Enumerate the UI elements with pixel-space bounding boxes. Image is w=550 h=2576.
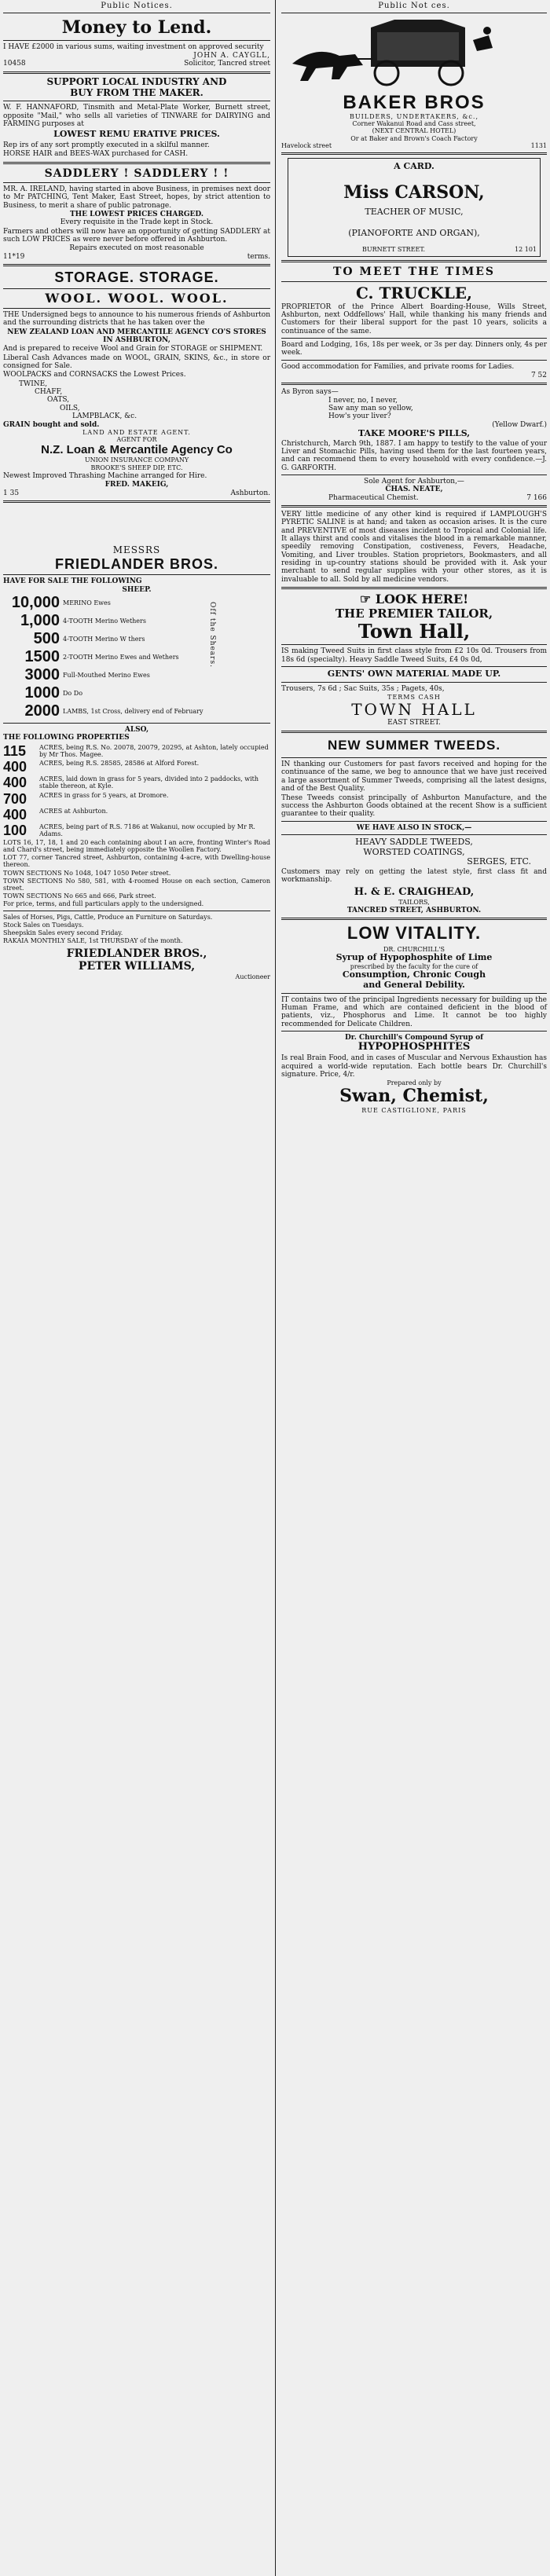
list-item: TWINE, xyxy=(19,379,48,388)
divider xyxy=(3,182,270,183)
ad-money-to-lend xyxy=(3,18,270,68)
ad-baker-bros xyxy=(281,16,547,150)
ad-subtitle: THE PREMIER TAILOR, xyxy=(335,606,493,621)
ad-title: NEW SUMMER TWEEDS. xyxy=(327,737,501,753)
ad-highlight: GENTS' OWN MATERIAL MADE UP. xyxy=(327,669,501,680)
ad-saddlery xyxy=(3,167,270,261)
property-acres: 100 xyxy=(3,822,28,838)
divider xyxy=(3,264,270,266)
stock-count: 1500 xyxy=(24,648,60,666)
property-acres: 115 xyxy=(3,742,27,759)
property-row xyxy=(3,744,270,758)
divider xyxy=(281,383,547,385)
ad-line: prescribed by the faculty for the cure of xyxy=(350,963,478,971)
property-list xyxy=(3,744,270,837)
ad-low-vitality xyxy=(281,923,547,1114)
ad-signature: PETER WILLIAMS, xyxy=(78,960,196,973)
ad-line: BROOKE'S SHEEP DIP, ETC. xyxy=(90,464,183,471)
ad-body: For price, terms, and full particulars apply to the undersigned. xyxy=(3,900,204,908)
ad-line: As Byron says— xyxy=(281,388,339,397)
divider xyxy=(281,682,547,683)
ad-title: SUPPORT LOCAL INDUSTRY AND xyxy=(46,75,227,87)
divider xyxy=(281,918,547,920)
divider xyxy=(281,360,547,361)
ad-support-local xyxy=(3,77,270,159)
ad-highlight: Consumption, Chronic Cough xyxy=(342,969,486,980)
ad-truckle xyxy=(281,266,547,379)
property-row xyxy=(3,792,270,806)
ad-line: I never, no, I never, xyxy=(328,396,398,405)
ad-subtitle: Syrup of Hypophosphite of Lime xyxy=(336,952,493,963)
ad-body: Sheepskin Sales every second Friday. xyxy=(3,929,123,936)
sheep-stock-list xyxy=(3,594,270,720)
sheep-stock-row xyxy=(3,684,204,702)
ad-line: (PIANOFORTE AND ORGAN), xyxy=(348,227,480,238)
sheep-stock-row xyxy=(3,666,204,684)
ad-body: TOWN SECTIONS No 665 and 666, Park street. xyxy=(3,892,156,900)
ad-body: I HAVE £2000 in various sums, waiting investment on approved security xyxy=(3,42,264,51)
ad-body: RAKAIA MONTHLY SALE, 1st THURSDAY of the month. xyxy=(3,937,183,945)
running-head-left: Public Notices. xyxy=(3,0,270,13)
divider xyxy=(3,500,270,503)
ad-summer-tweeds xyxy=(281,738,547,914)
ad-line: BUILDERS, UNDERTAKERS, &c., xyxy=(349,113,478,121)
ad-line: Havelock street xyxy=(281,141,332,149)
ad-signature: H. & E. CRAIGHEAD, xyxy=(354,886,475,899)
property-acres: 400 xyxy=(3,759,28,775)
ad-title: STORAGE. STORAGE. xyxy=(54,269,219,285)
ad-body: These Tweeds consist principally of Ashburton Manufacture, and the success the Ashburton Goods obtained at the recent Show is a sufficient guarantee to their quality. xyxy=(281,793,547,819)
hearse-carriage-illustration xyxy=(284,16,544,89)
sheep-stock-row xyxy=(3,612,204,630)
ad-line: (NEXT CENTRAL HOTEL) xyxy=(372,127,456,135)
ad-line: Auctioneer xyxy=(235,973,270,980)
right-column xyxy=(277,0,550,2576)
ad-body: Good accommodation for Families, and private rooms for Ladies. xyxy=(281,362,515,371)
list-item: LAMPBLACK, &c. xyxy=(72,412,138,421)
divider xyxy=(3,723,270,724)
divider xyxy=(281,731,547,733)
ad-line: Off the Shears. xyxy=(207,602,216,668)
divider xyxy=(281,834,547,835)
ad-line: WORSTED COATINGS, xyxy=(363,846,465,857)
ad-body: Stock Sales on Tuesdays. xyxy=(3,921,84,929)
ad-line: Sole Agent for Ashburton,— xyxy=(364,478,464,486)
ad-friedlander xyxy=(3,506,270,980)
ad-signature: FRED. MAKEIG, xyxy=(104,481,169,489)
ad-subtitle: THE FOLLOWING PROPERTIES xyxy=(3,734,130,742)
ad-title: BAKER BROS xyxy=(343,91,486,113)
property-row xyxy=(3,760,270,774)
ad-signature: JOHN A. CAYGLL, xyxy=(193,52,270,60)
stock-description: 4-TOOTH Merino Wethers xyxy=(63,617,146,625)
ad-ref: 1131 xyxy=(530,141,547,149)
list-item: OATS, xyxy=(47,396,70,405)
ad-ref: 11*19 xyxy=(3,252,25,261)
sheep-stock-row xyxy=(3,702,204,720)
sheep-stock-row xyxy=(3,594,204,612)
ad-ref: 7 166 xyxy=(526,493,547,502)
ad-line: Corner Wakanui Road and Cass street, xyxy=(352,120,476,128)
ad-line: Dr. Churchill's Compound Syrup of xyxy=(344,1033,484,1042)
sheep-stock-row xyxy=(3,630,204,648)
ad-highlight: WE HAVE ALSO IN STOCK,— xyxy=(356,823,472,832)
ad-line: RUE CASTIGLIONE, PARIS xyxy=(361,1106,467,1114)
stock-description: LAMBS, 1st Cross, delivery end of February xyxy=(63,707,204,715)
ad-body: IT contains two of the principal Ingredients necessary for building up the Human Frame, and which are contained deficient in the blood of patients, viz., Phosphorus and Lime. It cannot be too highly recommended for Delicate Children. xyxy=(281,995,547,1028)
ad-body: THE Undersigned begs to announce to his numerous friends of Ashburton and the surrounding districts that he has taken over the xyxy=(3,311,270,328)
divider xyxy=(281,587,547,589)
stock-count: 1,000 xyxy=(20,612,60,630)
divider xyxy=(281,281,547,282)
divider xyxy=(281,260,547,262)
ad-body: WOOLPACKS and CORNSACKS the Lowest Prices. xyxy=(3,371,186,379)
ad-body: And is prepared to receive Wool and Grain for STORAGE or SHIPMENT. xyxy=(3,345,263,354)
ad-subtitle: WOOL. WOOL. WOOL. xyxy=(45,290,229,306)
ad-title: BUY FROM THE MAKER. xyxy=(70,86,204,98)
divider xyxy=(3,288,270,289)
ad-line: HEAVY SADDLE TWEEDS, xyxy=(355,836,473,847)
ad-line: SERGES, ETC. xyxy=(467,856,531,867)
ad-body: VERY little medicine of any other kind is required if LAMPLOUGH'S PYRETIC SALINE is at hand; and taken as occasion arises. It is the cure and PREVENTIVE of most diseases incident to Tropical and Colonial life. It allays thirst and cools and vitalises the blood in a remarkable manner, speedily removing Constipation, costiveness, Fevers, Headache, Vomiting, and Liver troubles. Station proprietors, Bookmasters, and all residing in up-country stations should be provided with it. Ask your merchant to send regular supplies with your other stores, as it is invaluable to all. Sold by all medicine vendors. xyxy=(281,511,547,584)
ad-highlight: and General Debility. xyxy=(363,979,465,990)
divider xyxy=(281,338,547,339)
ad-line: Prepared only by xyxy=(387,1079,442,1087)
property-description: ACRES, being part of R.S. 7186 at Wakanui, now occupied by Mr R. Adams. xyxy=(39,823,255,837)
ad-body: MR. A. IRELAND, having started in above Business, in premises next door to Mr PATCHING, Tent Maker, East Street, hopes, by strict attention to Business, to merit a share of public patronage. xyxy=(3,185,270,210)
ad-title: TAKE MOORE'S PILLS, xyxy=(358,428,471,438)
ad-line: TANCRED STREET, ASHBURTON. xyxy=(346,906,482,914)
ad-moores-pills xyxy=(281,388,547,502)
divider xyxy=(3,574,270,575)
ad-subtitle: HYPOPHOSPHITES xyxy=(358,1041,471,1053)
ad-item-list xyxy=(3,380,270,421)
ad-body: Customers may rely on getting the latest style, first class fit and workmanship. xyxy=(281,867,547,885)
ad-subtitle: TOWN HALL xyxy=(351,700,477,720)
running-head-right: Public Not ces. xyxy=(281,0,547,13)
ad-body: LOTS 16, 17, 18, 1 and 20 each containing about I an acre, fronting Winter's Road and Chard's street, being immediately opposite the Woollen Factory. xyxy=(3,838,270,854)
divider xyxy=(281,821,547,822)
ad-signature: CHAS. NEATE, xyxy=(385,486,443,494)
divider xyxy=(3,40,270,41)
ad-ref: 12 101 xyxy=(515,246,537,254)
ad-storage xyxy=(3,269,270,497)
divider xyxy=(3,162,270,164)
ad-ref: 10458 xyxy=(3,60,26,68)
ad-line: TEACHER OF MUSIC, xyxy=(365,206,464,217)
ad-title: FRIEDLANDER BROS. xyxy=(54,555,218,572)
ad-ref: 1 35 xyxy=(3,489,20,497)
property-description: ACRES, laid down in grass for 5 years, divided into 2 paddocks, with stable thereon, at Kyle. xyxy=(39,775,259,790)
ad-subtitle: Miss CARSON, xyxy=(343,181,485,203)
ad-address: Solicitor, Tancred street xyxy=(184,60,270,68)
ad-body: Board and Lodging, 16s, 18s per week, or 3s per day. Dinners only, 4s per week. xyxy=(281,340,547,357)
ad-title: A CARD. xyxy=(394,161,434,172)
property-row xyxy=(3,775,270,790)
stock-description: 4-TOOTH Merino W thers xyxy=(63,635,145,643)
ad-line: AGENT FOR xyxy=(116,436,157,444)
ad-line: (Yellow Dwarf.) xyxy=(492,420,547,429)
ad-subtitle: SHEEP. xyxy=(122,585,152,594)
sheep-stock-entries xyxy=(3,594,204,720)
ad-line: How's your liver? xyxy=(328,412,391,421)
property-description: ACRES in grass for 5 years, at Dromore. xyxy=(39,791,169,799)
ad-highlight: THE LOWEST PRICES CHARGED. xyxy=(69,210,204,218)
stock-count: 500 xyxy=(33,630,60,648)
stock-description: MERINO Ewes xyxy=(63,599,111,606)
ad-line: Ashburton. xyxy=(230,489,270,497)
ad-signature: FRIEDLANDER BROS., xyxy=(66,947,207,961)
divider xyxy=(3,308,270,309)
ad-line: TAILORS, xyxy=(398,899,430,907)
ad-line: Or at Baker and Brown's Coach Factory xyxy=(350,134,478,142)
divider xyxy=(281,152,547,155)
ad-body: IN thanking our Customers for past favors received and hoping for the continuance of the same, we beg to announce that we have just received a large assortment of Summer Tweeds, comprising all the latest designs, and of the Best Quality. xyxy=(281,760,547,793)
ad-signature: Swan, Chemist, xyxy=(339,1086,489,1107)
divider xyxy=(281,505,547,508)
ad-title: Money to Lend. xyxy=(61,16,212,38)
ad-title: LOW VITALITY. xyxy=(346,922,482,943)
ad-body: IS making Tweed Suits in first class style from £2 10s 0d. Trousers from 18s 6d (specialty). Heavy Saddle Tweed Suits, £4 0s 0d, xyxy=(281,647,547,664)
ad-body: HORSE HAIR and BEES-WAX purchased for CASH. xyxy=(3,150,189,159)
property-row xyxy=(3,808,270,822)
ad-premier-tailor xyxy=(281,592,547,727)
ad-body: TOWN SECTIONS No 580, 581, with 4-roomed House on each section, Cameron street. xyxy=(3,877,270,892)
ad-title xyxy=(281,592,547,606)
ad-highlight: LOWEST REMU ERATIVE PRICES. xyxy=(53,129,220,140)
ad-subtitle: Town Hall, xyxy=(358,619,471,643)
ad-body: PROPRIETOR of the Prince Albert Boarding-House, Wills Street, Ashburton, next Oddfellows' Hall, while thanking his many friends and Customers for their liberal support for the past 10 years, solicits a continuance of the same. xyxy=(281,302,547,335)
ad-line: GRAIN bought and sold. xyxy=(3,420,100,429)
ad-body: TOWN SECTIONS No 1048, 1047 1050 Peter street. xyxy=(3,869,171,877)
property-description: ACRES, being R.S. No. 20078, 20079, 20295, at Ashton, lately occupied by Mr Thos. Magee. xyxy=(39,743,269,758)
ad-lamplough xyxy=(281,511,547,584)
divider xyxy=(281,666,547,667)
divider xyxy=(281,644,547,645)
ad-line: MESSRS xyxy=(112,544,161,555)
ad-title: TO MEET THE TIMES xyxy=(332,266,496,279)
ad-line: EAST STREET. xyxy=(387,719,441,727)
ad-line: terms. xyxy=(247,252,270,261)
ad-title: SADDLERY ! SADDLERY ! ! xyxy=(44,167,229,180)
ad-line: BURNETT STREET. xyxy=(362,246,426,254)
ad-line: TERMS CASH xyxy=(387,694,441,702)
sheep-stock-row xyxy=(3,648,204,666)
property-acres: 400 xyxy=(3,775,28,791)
ad-body: LOT 77, corner Tancred street, Ashburton, containing 4-acre, with Dwelling-house thereon. xyxy=(3,854,270,869)
list-item: OILS, xyxy=(60,404,80,412)
ad-line: Pharmaceutical Chemist. xyxy=(328,493,419,502)
ad-body: W. F. HANNAFORD, Tinsmith and Metal-Plate Worker, Burnett street, opposite "Mail," who sells all varieties of TINWARE for DAIRYING and FARMING purposes at xyxy=(3,104,270,129)
ad-body: Christchurch, March 9th, 1887. I am happy to testify to the value of your Liver and Stomachic Pills, having used them for the last fourteen years, and can recommend them to every household with every confidence.—J. G. GARFORTH. xyxy=(281,439,547,472)
ad-ref: 7 52 xyxy=(530,371,547,379)
ad-line: LAND AND ESTATE AGENT. xyxy=(82,428,191,436)
stock-description: 2-TOOTH Merino Ewes and Wethers xyxy=(63,653,179,661)
divider xyxy=(3,71,270,74)
ad-subtitle: ALSO, xyxy=(124,726,149,735)
stock-description: Full-Mouthed Merino Ewes xyxy=(63,671,150,679)
stock-count: 2000 xyxy=(24,702,60,720)
ad-carson-card xyxy=(288,158,541,257)
ad-line: Repairs executed on most reasonable xyxy=(69,244,204,253)
pointing-hand-icon: ☞ xyxy=(359,592,372,607)
ad-line: DR. CHURCHILL'S xyxy=(383,946,445,954)
ad-body: Farmers and others will now have an opportunity of getting SADDLERY at such LOW PRICES as were never before offered in Ashburton. xyxy=(3,227,270,244)
ad-body: Trousers, 7s 6d ; Sac Suits, 35s ; Pagets, 40s, xyxy=(281,684,445,693)
ad-subtitle: HAVE FOR SALE THE FOLLOWING xyxy=(3,577,142,586)
divider xyxy=(281,757,547,758)
ad-line: Every requisite in the Trade kept in Stock. xyxy=(60,218,214,227)
ad-body: Rep irs of any sort promptly executed in a skilful manner. xyxy=(3,141,210,150)
ad-line: Saw any man so yellow, xyxy=(328,404,413,412)
ad-body: Is real Brain Food, and in cases of Muscular and Nervous Exhaustion has acquired a world-wide reputation. Each bottle bears Dr. Churchill's signature. Price, 4/r. xyxy=(281,1054,547,1079)
stock-count: 3000 xyxy=(24,666,60,684)
column-rule xyxy=(275,0,276,2576)
list-item: CHAFF, xyxy=(35,388,63,397)
stock-description: Do Do xyxy=(63,689,83,697)
property-description: ACRES, being R.S. 28585, 28586 at Alford Forest. xyxy=(39,760,200,768)
divider xyxy=(281,993,547,994)
ad-line: UNION INSURANCE COMPANY xyxy=(84,456,189,464)
ad-subtitle: C. TRUCKLE, xyxy=(355,283,472,302)
stock-count: 1000 xyxy=(24,684,60,702)
property-row xyxy=(3,823,270,837)
ad-body: Liberal Cash Advances made on WOOL, GRAIN, SKINS, &c., in store or consigned for Sale. xyxy=(3,354,270,371)
ad-body: Sales of Horses, Pigs, Cattle, Produce an Furniture on Saturdays. xyxy=(3,913,213,921)
stock-count: 10,000 xyxy=(11,594,60,612)
ad-title-text: LOOK HERE! xyxy=(375,592,469,607)
ad-highlight: N.Z. Loan & Mercantile Agency Co xyxy=(41,443,233,457)
property-acres: 400 xyxy=(3,806,28,823)
property-description: ACRES at Ashburton. xyxy=(39,807,108,815)
property-acres: 700 xyxy=(3,790,28,807)
ad-body: Newest Improved Thrashing Machine arranged for Hire. xyxy=(3,471,207,480)
ad-highlight: NEW ZEALAND LOAN AND MERCANTILE AGENCY CO'S STORES IN ASHBURTON, xyxy=(7,328,266,345)
